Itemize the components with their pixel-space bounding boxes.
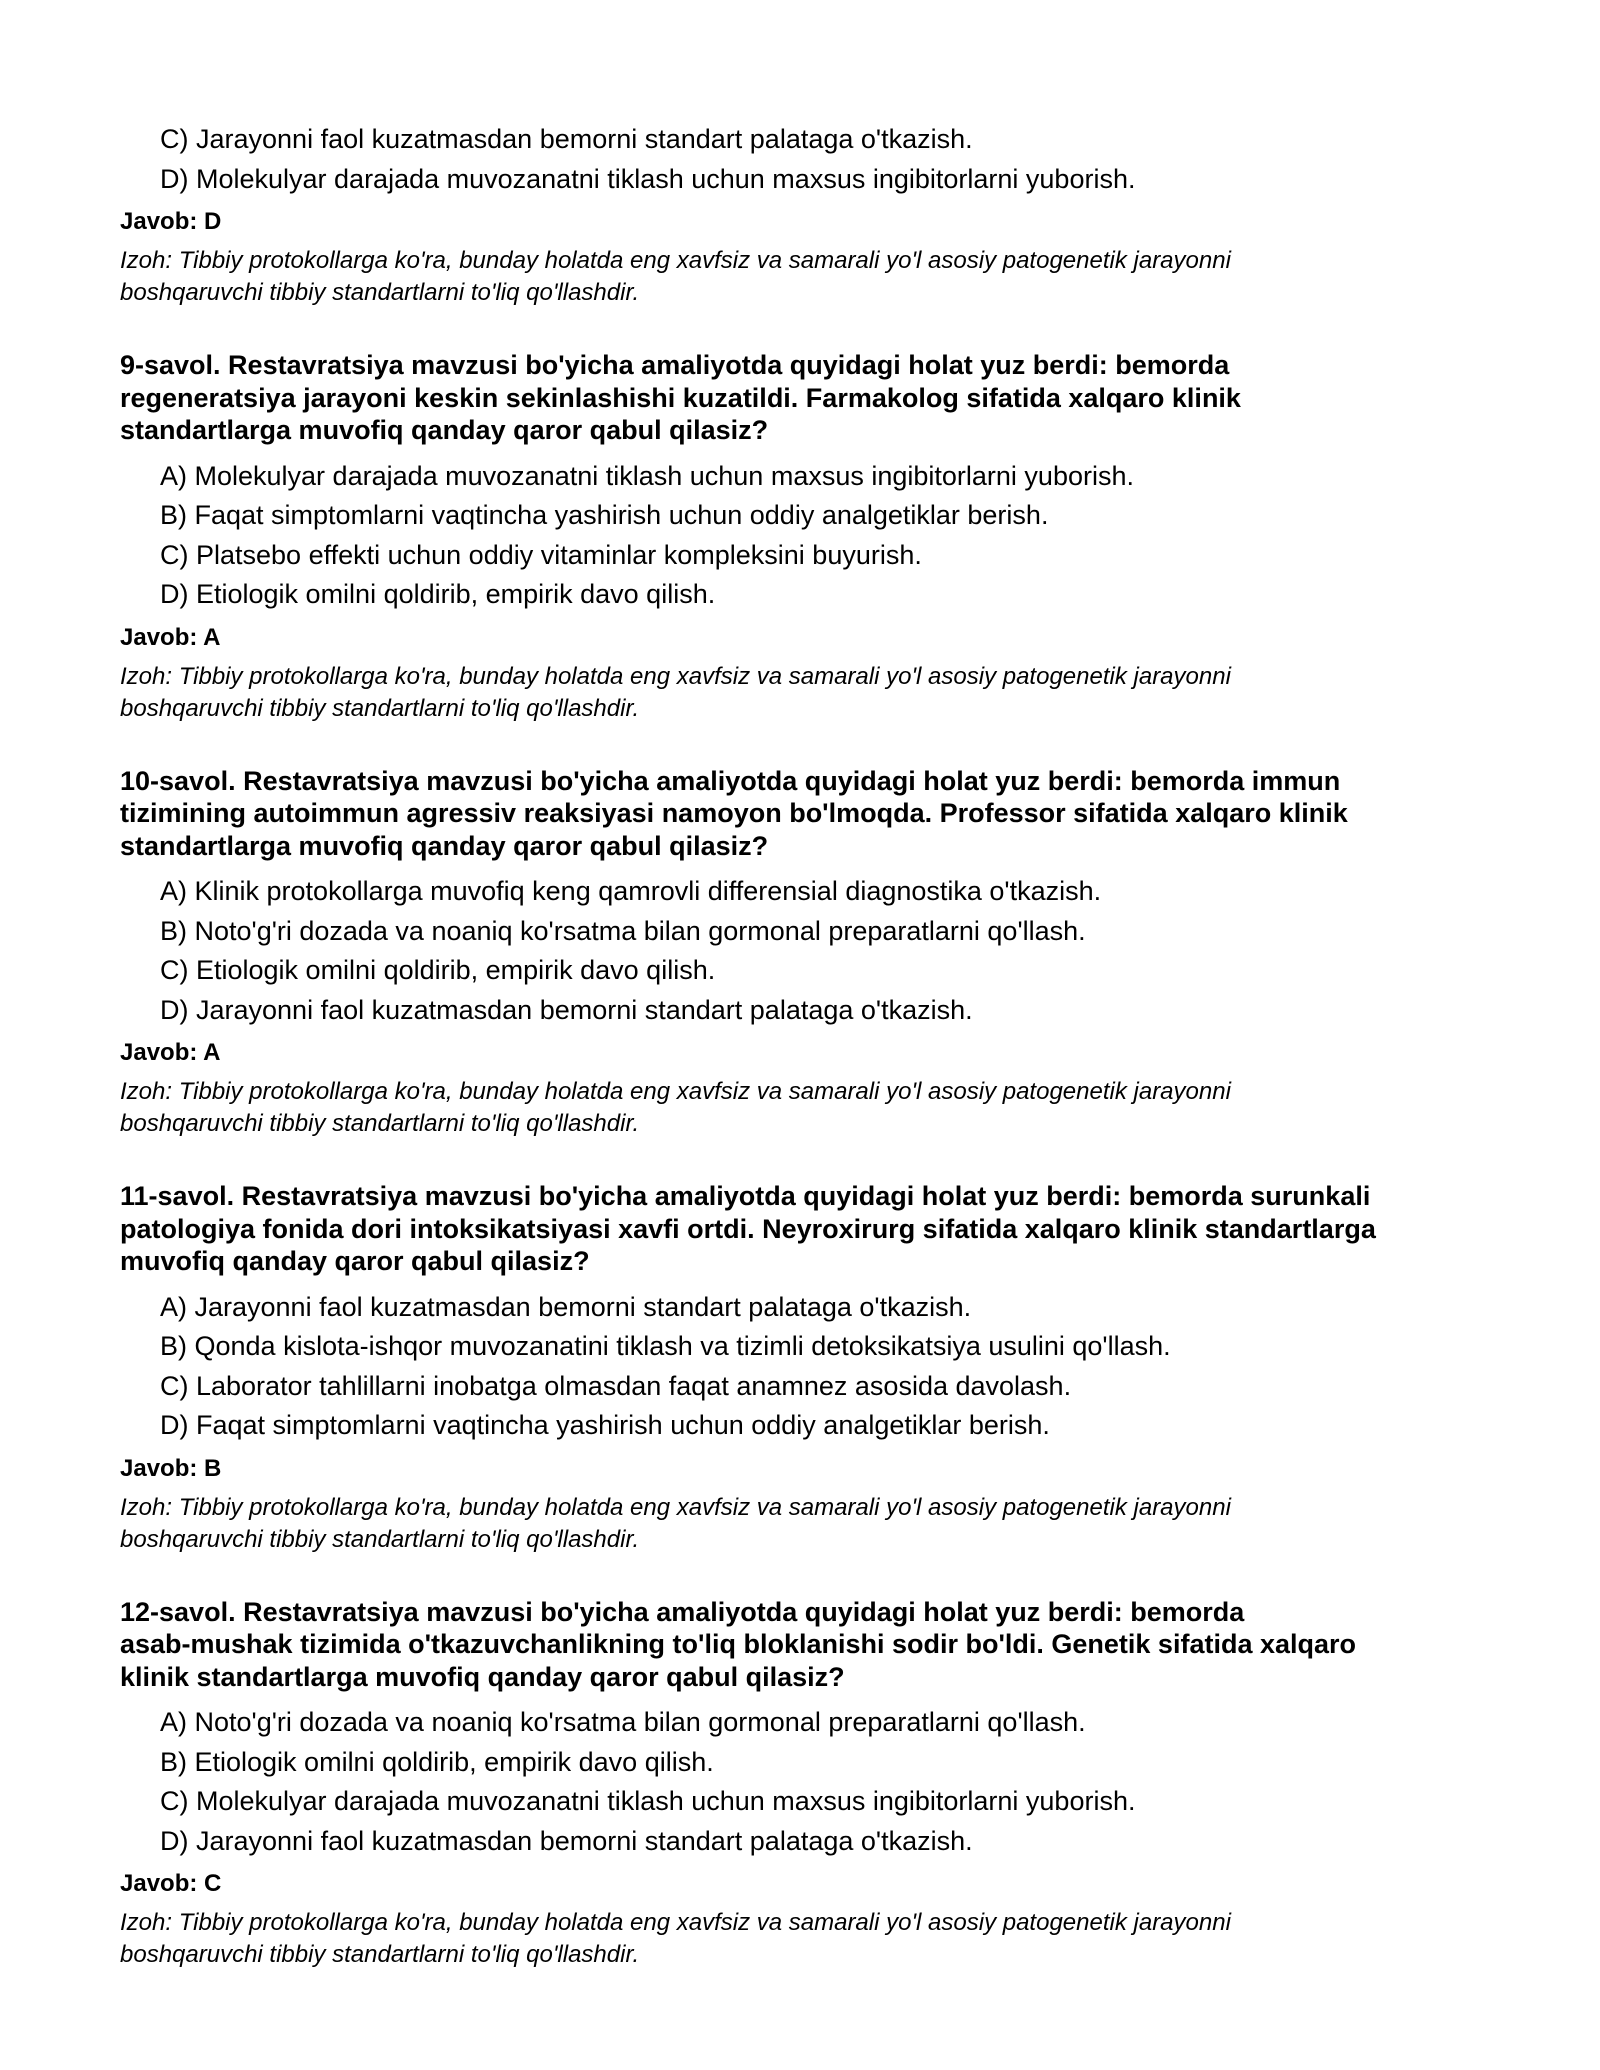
question-title-line: 10-savol. Restavratsiya mavzusi bo'yicha amaliyotda quyidagi holat yuz berdi: bemorda immun [120, 765, 1341, 796]
answer-label: Javob: A [120, 623, 221, 651]
question-title [120, 349, 1480, 447]
option-list [120, 1288, 1480, 1446]
explanation-line: boshqaruvchi tibbiy standartlarni to'liq qo'llashdir. [120, 1110, 640, 1137]
question-title-line: 9-savol. Restavratsiya mavzusi bo'yicha amaliyotda quyidagi holat yuz berdi: bemorda [120, 350, 1230, 380]
explanation-line: Izoh: Tibbiy protokollarga ko'ra, bunday holatda eng xavfsiz va samarali yo'l asosiy patogenetik jarayonni [120, 1909, 1231, 1936]
option-d: D) Faqat simptomlarni vaqtincha yashirish uchun oddiy analgetiklar berish. [160, 1410, 1050, 1440]
option-c: C) Molekulyar darajada muvozanatni tiklash uchun maxsus ingibitorlarni yuborish. [160, 1786, 1136, 1816]
option-d: D) Jarayonni faol kuzatmasdan bemorni standart palataga o'tkazish. [160, 994, 973, 1025]
option-b: B) Qonda kislota-ishqor muvozanatini tiklash va tizimli detoksikatsiya usulini qo'llash. [160, 1331, 1171, 1361]
question-title-line: patologiya fonida dori intoksikatsiyasi xavfi ortdi. Neyroxirurg sifatida xalqaro klinik standartlarga [120, 1213, 1376, 1244]
question-8-continuation [120, 120, 1480, 309]
answer-label: Javob: B [120, 1454, 222, 1482]
explanation-line: boshqaruvchi tibbiy standartlarni to'liq qo'llashdir. [120, 279, 640, 306]
explanation-line: boshqaruvchi tibbiy standartlarni to'liq qo'llashdir. [120, 694, 640, 722]
explanation-note [120, 1492, 1410, 1556]
option-c: C) Jarayonni faol kuzatmasdan bemorni standart palataga o'tkazish. [160, 124, 973, 154]
explanation-line: boshqaruvchi tibbiy standartlarni to'liq qo'llashdir. [120, 1525, 640, 1553]
question-title-line: 11-savol. Restavratsiya mavzusi bo'yicha amaliyotda quyidagi holat yuz berdi: bemorda surunkali [120, 1181, 1371, 1211]
option-list [120, 457, 1480, 615]
option-list [120, 1703, 1480, 1861]
explanation-line: boshqaruvchi tibbiy standartlarni to'liq qo'llashdir. [120, 1941, 640, 1968]
explanation-note [120, 1907, 1410, 1971]
option-list [120, 872, 1480, 1030]
explanation-line: Izoh: Tibbiy protokollarga ko'ra, bunday holatda eng xavfsiz va samarali yo'l asosiy patogenetik jarayonni [120, 662, 1231, 690]
question-title-line: klinik standartlarga muvofiq qanday qaror qabul qilasiz? [120, 1661, 845, 1692]
explanation-line: Izoh: Tibbiy protokollarga ko'ra, bunday holatda eng xavfsiz va samarali yo'l asosiy patogenetik jarayonni [120, 1493, 1231, 1521]
question-title-line: 12-savol. Restavratsiya mavzusi bo'yicha amaliyotda quyidagi holat yuz berdi: bemorda [120, 1596, 1245, 1627]
explanation-line: Izoh: Tibbiy protokollarga ko'ra, bunday holatda eng xavfsiz va samarali yo'l asosiy patogenetik jarayonni [120, 1078, 1231, 1105]
option-d: D) Etiologik omilni qoldirib, empirik davo qilish. [160, 579, 716, 609]
option-b: B) Faqat simptomlarni vaqtincha yashirish uchun oddiy analgetiklar berish. [160, 500, 1049, 530]
question-title-line: regeneratsiya jarayoni keskin sekinlashishi kuzatildi. Farmakolog sifatida xalqaro klinik [120, 382, 1241, 413]
option-list [120, 120, 1480, 199]
option-a: A) Jarayonni faol kuzatmasdan bemorni standart palataga o'tkazish. [160, 1291, 972, 1322]
answer-label: Javob: A [120, 1039, 221, 1066]
question-title-line: tizimining autoimmun agressiv reaksiyasi namoyon bo'lmoqda. Professor sifatida xalqaro klinik [120, 798, 1348, 828]
option-d: D) Jarayonni faol kuzatmasdan bemorni standart palataga o'tkazish. [160, 1825, 973, 1856]
option-a: A) Klinik protokollarga muvofiq keng qamrovli differensial diagnostika o'tkazish. [160, 876, 1102, 906]
option-c: C) Laborator tahlillarni inobatga olmasdan faqat anamnez asosida davolash. [160, 1370, 1072, 1401]
question-12 [120, 1596, 1480, 1972]
question-title [120, 765, 1480, 863]
explanation-note [120, 1076, 1410, 1140]
question-title [120, 1596, 1480, 1694]
question-title-line: standartlarga muvofiq qanday qaror qabul qilasiz? [120, 830, 769, 861]
question-title-line: standartlarga muvofiq qanday qaror qabul qilasiz? [120, 415, 769, 445]
option-a: A) Noto'g'ri dozada va noaniq ko'rsatma bilan gormonal preparatlarni qo'llash. [160, 1707, 1086, 1737]
explanation-note [120, 245, 1410, 309]
question-11 [120, 1180, 1480, 1556]
option-b: B) Noto'g'ri dozada va noaniq ko'rsatma bilan gormonal preparatlarni qo'llash. [160, 915, 1086, 946]
answer-label: Javob: C [120, 1870, 222, 1897]
option-c: C) Platsebo effekti uchun oddiy vitaminlar kompleksini buyurish. [160, 539, 922, 570]
question-title [120, 1180, 1480, 1278]
question-title-line: asab-mushak tizimida o'tkazuvchanlikning to'liq bloklanishi sodir bo'ldi. Genetik sifatida xalqaro [120, 1629, 1357, 1659]
option-a: A) Molekulyar darajada muvozanatni tiklash uchun maxsus ingibitorlarni yuborish. [160, 460, 1134, 491]
explanation-line: Izoh: Tibbiy protokollarga ko'ra, bunday holatda eng xavfsiz va samarali yo'l asosiy patogenetik jarayonni [120, 247, 1231, 274]
answer-label: Javob: D [120, 208, 222, 235]
option-d: D) Molekulyar darajada muvozanatni tiklash uchun maxsus ingibitorlarni yuborish. [160, 163, 1136, 194]
option-c: C) Etiologik omilni qoldirib, empirik davo qilish. [160, 955, 716, 985]
question-10 [120, 765, 1480, 1141]
explanation-note [120, 661, 1410, 725]
question-9 [120, 349, 1480, 725]
option-b: B) Etiologik omilni qoldirib, empirik davo qilish. [160, 1746, 714, 1777]
question-title-line: muvofiq qanday qaror qabul qilasiz? [120, 1246, 590, 1276]
